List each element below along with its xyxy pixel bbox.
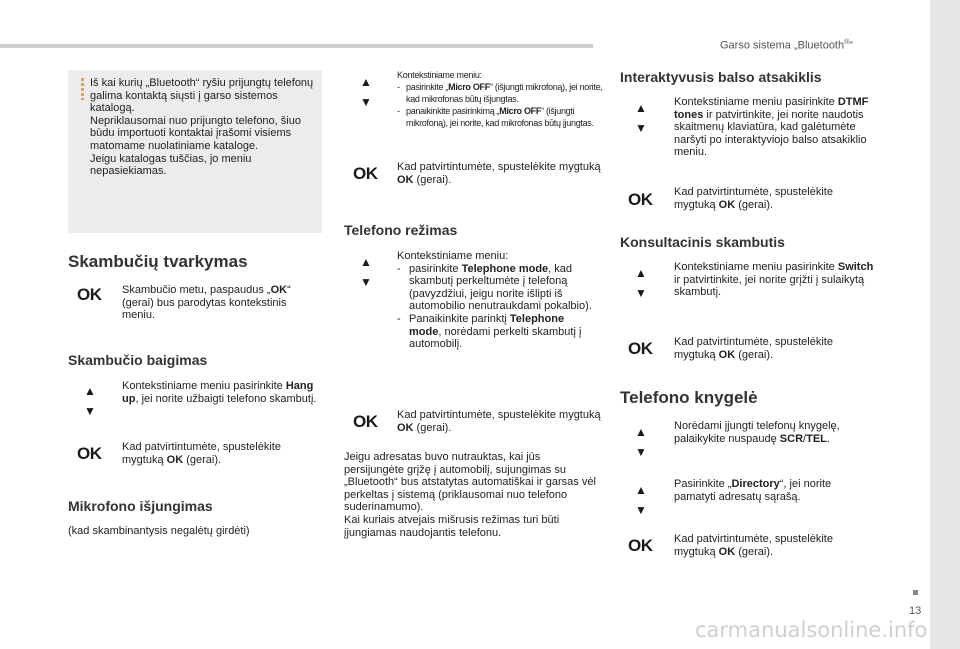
consultation-confirm-text: Kad patvirtintumėte, spustelėkite mygtuką OK (gerai).: [674, 336, 833, 361]
header-title-end: “: [849, 39, 853, 52]
ok-icon: OK: [353, 412, 378, 431]
up-down-arrows-icon: ▲ ▼: [635, 425, 647, 459]
page-side-strip: [930, 0, 960, 649]
phonebook-directory-text: Pasirinkite „Directory“, jei norite pamatyti adresatų sąrašą.: [674, 478, 832, 503]
call-management-text: Skambučio metu, paspaudus „OK“ (gerai) bus parodytas kontekstinis meniu.: [122, 284, 291, 322]
end-call-text: Kontekstiniame meniu pasirinkite Hang up, jei norite užbaigti telefono skambutį.: [122, 380, 317, 405]
ok-icon: OK: [628, 190, 653, 209]
consultation-call-text: Kontekstiniame meniu pasirinkite Switch ir patvirtinkite, jei norite grįžti į sulaikytą skambutį.: [674, 261, 874, 299]
section-title-phone-mode: Telefono režimas: [344, 222, 458, 238]
mic-confirm-text: Kad patvirtintumėte, spustelėkite mygtuką OK (gerai).: [397, 161, 601, 186]
mic-menu-text: Kontekstiniame meniu: - pasirinkite „Micro OFF“ (išjungti mikrofoną), jei norite, kad mikrofonas būtų išjungtas. - panaikinkite pasirinkimą „Micro OFF“ (išjungti mikrofoną), jei norite, kad mikrofonas būtų įjungtas.: [397, 70, 603, 128]
section-title-call-management: Skambučių tvarkymas: [68, 252, 248, 271]
up-down-arrows-icon: ▲ ▼: [635, 483, 647, 517]
section-title-phonebook: Telefono knygelė: [620, 388, 758, 407]
ivr-confirm-text: Kad patvirtintumėte, spustelėkite mygtuką OK (gerai).: [674, 186, 833, 211]
mic-off-subtitle: (kad skambinantysis negalėtų girdėti): [68, 525, 250, 537]
ok-icon: OK: [77, 285, 102, 304]
info-box: [68, 70, 322, 233]
ok-icon: OK: [353, 164, 378, 183]
end-call-confirm-text: Kad patvirtintumėte, spustelėkite mygtuką OK (gerai).: [122, 441, 281, 466]
up-down-arrows-icon: ▲ ▼: [360, 75, 372, 109]
phonebook-confirm-text: Kad patvirtintumėte, spustelėkite mygtuką OK (gerai).: [674, 533, 833, 558]
section-title-mic-off: Mikrofono išjungimas: [68, 498, 213, 514]
section-title-consultation-call: Konsultacinis skambutis: [620, 234, 785, 250]
section-title-ivr: Interaktyvusis balso atsakiklis: [620, 69, 822, 85]
up-down-arrows-icon: ▲ ▼: [84, 384, 96, 418]
header-title-text: Garso sistema „Bluetooth: [720, 39, 845, 52]
info-box-text: Iš kai kurių „Bluetooth“ ryšiu prijungtų telefonų galima kontaktą siųsti į garso sistemos katalogą. Nepriklausomai nuo prijungto telefono, šiuo būdu importuoti kontaktai įrašomi visiems matomame nuolatiniame kataloge. Jeigu katalogas tuščias, jo meniu nepasiekiamas.: [90, 77, 314, 178]
up-down-arrows-icon: ▲ ▼: [635, 101, 647, 135]
ivr-text: Kontekstiniame meniu pasirinkite DTMF tones ir patvirtinkite, jei norite naudotis skaitmenų klaviatūra, kad galėtumėte naršyti po interaktyviojo balso atsakiklio meniu.: [674, 96, 869, 159]
page-header-title: [720, 39, 853, 52]
section-title-end-call: Skambučio baigimas: [68, 352, 208, 368]
up-down-arrows-icon: ▲ ▼: [360, 255, 372, 289]
page-number: 13: [909, 605, 922, 617]
page-end-marker: [913, 590, 918, 595]
up-down-arrows-icon: ▲ ▼: [635, 266, 647, 300]
phone-mode-confirm-text: Kad patvirtintumėte, spustelėkite mygtuką OK (gerai).: [397, 409, 601, 434]
ok-icon: OK: [628, 536, 653, 555]
watermark: carmanualsonline.info: [695, 618, 928, 642]
ok-icon: OK: [628, 339, 653, 358]
ok-icon: OK: [77, 444, 102, 463]
phone-mode-menu-text: Kontekstiniame meniu: - pasirinkite Telephone mode, kad skambutį perkeltumėte į telefoną (pavyzdžiui, jeigu norite išlipti iš automobilio nenutraukdami pokalbio). - Panaikinkite parinktį Telephone mode, norėdami perkelti skambutį į automobilį.: [397, 250, 592, 351]
phonebook-open-text: Norėdami įjungti telefonų knygelę, palaikykite nuspaudę SCR/TEL.: [674, 420, 840, 445]
info-icon: [81, 78, 84, 100]
phone-mode-paragraph: Jeigu adresatas buvo nutrauktas, kai jūs persijungėte grįžę į automobilį, sujungimas su „Bluetooth“ bus atstatytas automatiškai ir garsas vėl perkeltas į sistemą (priklausomai nuo telefono suderinamumo). Kai kuriais atvejais mišrusis režimas turi būti įjungiamas naudojantis telefonu.: [344, 451, 596, 539]
header-rule: [0, 44, 593, 48]
registered-mark: ®: [844, 39, 850, 46]
